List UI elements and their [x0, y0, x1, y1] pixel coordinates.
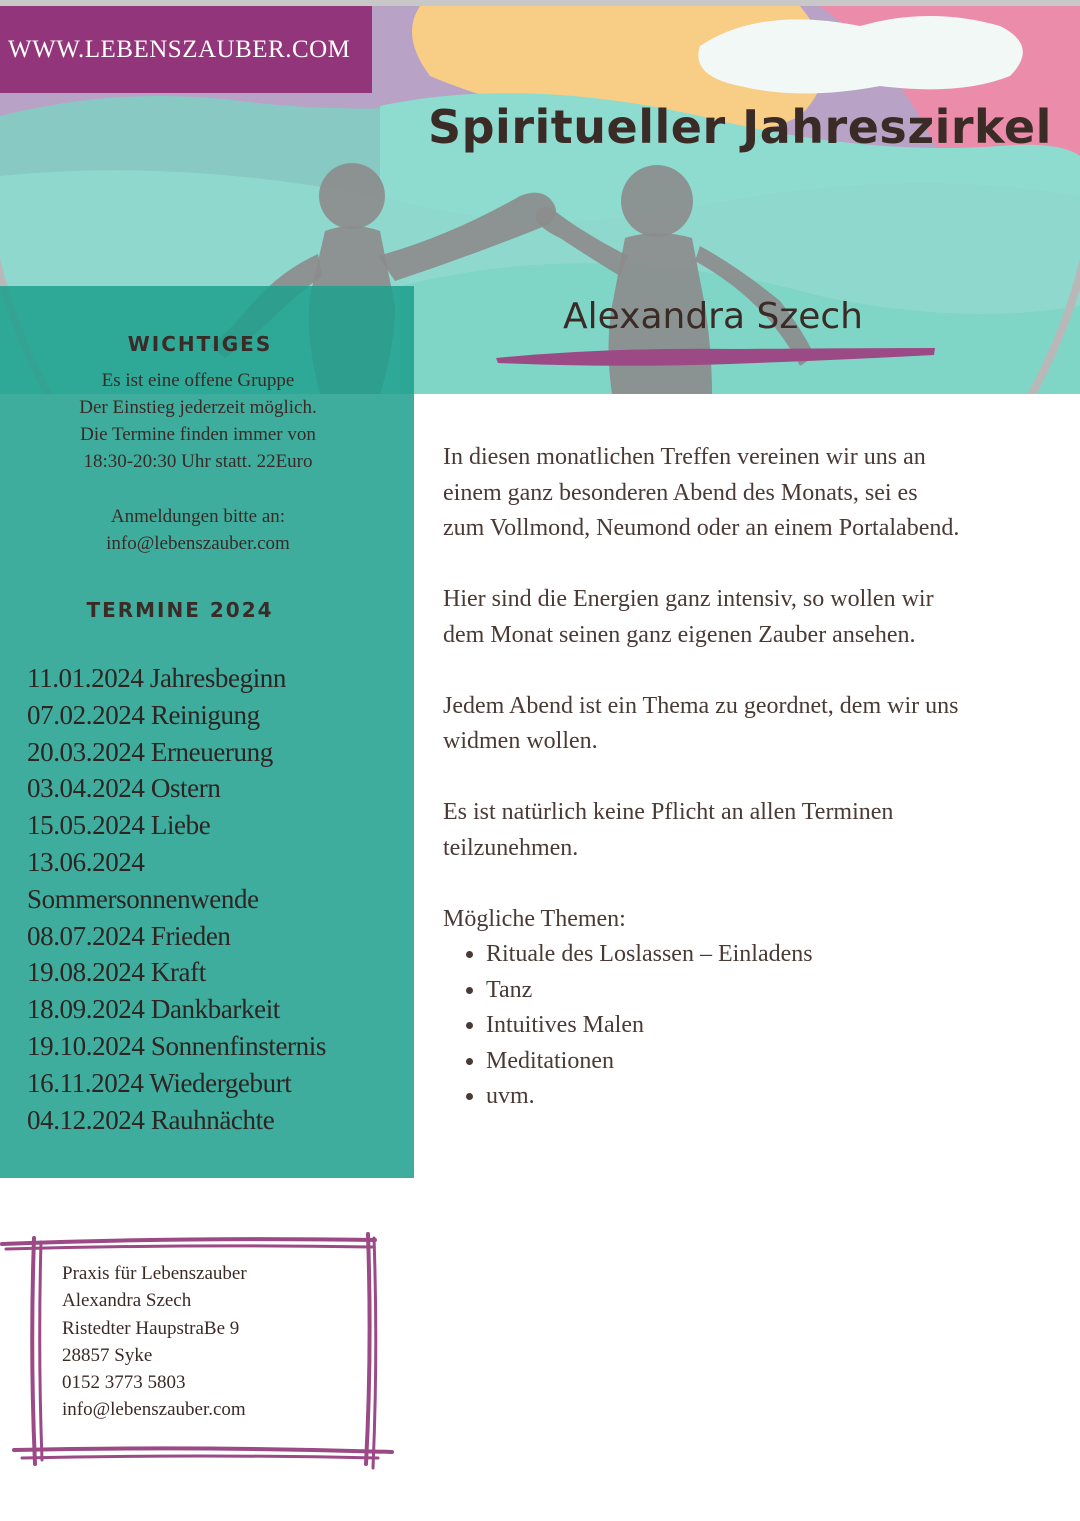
- date-item: 13.06.2024: [27, 846, 145, 877]
- contact-phone[interactable]: 0152 3773 5803: [62, 1372, 186, 1394]
- date-item: 15.05.2024 Liebe: [27, 810, 211, 841]
- paragraph-line: einem ganz besonderen Abend des Monats, sei es: [443, 479, 918, 506]
- paragraph: [443, 795, 1043, 866]
- paragraph: [443, 582, 1043, 653]
- paragraph-line: zum Vollmond, Neumond oder an einem Portalabend.: [443, 515, 960, 541]
- paragraph-line: Jedem Abend ist ein Thema zu geordnet, dem wir uns: [443, 692, 959, 719]
- date-item: 20.03.2024 Erneuerung: [27, 736, 273, 767]
- paragraph-line: widmen wollen.: [443, 728, 598, 754]
- date-item: 07.02.2024 Reinigung: [27, 699, 260, 730]
- paragraph-line: dem Monat seinen ganz eigenen Zauber ansehen.: [443, 621, 916, 648]
- paragraph-line: teilzunehmen.: [443, 834, 579, 861]
- contact-name: Alexandra Szech: [62, 1290, 192, 1312]
- contact-details: [62, 1260, 247, 1424]
- contact-email[interactable]: info@lebenszauber.com: [62, 1399, 246, 1421]
- contact-box: [0, 1232, 400, 1472]
- info-line: 18:30-20:30 Uhr statt. 22Euro: [83, 451, 313, 472]
- theme-item: • Meditationen: [486, 1044, 1043, 1080]
- info-line: Es ist eine offene Gruppe: [101, 370, 295, 391]
- page-title: Spiritueller Jahreszirkel: [428, 100, 1052, 154]
- date-item: 03.04.2024 Ostern: [27, 773, 221, 804]
- paragraph-line: Hier sind die Energien ganz intensiv, so wollen wir: [443, 586, 934, 612]
- brush-stroke-decoration: [490, 338, 940, 374]
- registration-email[interactable]: info@lebenszauber.com: [106, 533, 290, 554]
- paragraph: [443, 689, 1043, 760]
- dates-list: [27, 660, 326, 1138]
- info-line: Die Termine finden immer von: [80, 424, 316, 445]
- themes-list: [443, 937, 1043, 1115]
- author-name: Alexandra Szech: [563, 296, 863, 337]
- paragraph-line: In diesen monatlichen Treffen vereinen wir uns an: [443, 444, 926, 470]
- paragraph-line: Es ist natürlich keine Pflicht an allen Terminen: [443, 799, 894, 825]
- dates-heading: TERMINE 2024: [86, 598, 274, 622]
- date-item: Sommersonnenwende: [27, 883, 259, 914]
- theme-item: • Tanz: [486, 973, 1043, 1009]
- date-item: 08.07.2024 Frieden: [27, 920, 231, 951]
- date-item: 19.10.2024 Sonnenfinsternis: [27, 1030, 326, 1061]
- paragraph: [443, 440, 1043, 547]
- theme-item: • uvm.: [486, 1079, 1043, 1115]
- contact-street: Ristedter HaupstraBe 9: [62, 1317, 240, 1339]
- spacer: [0, 475, 396, 503]
- registration-line: Anmeldungen bitte an:: [110, 506, 286, 527]
- theme-item: • Intuitives Malen: [486, 1008, 1043, 1044]
- important-heading: WICHTIGES: [127, 332, 273, 356]
- info-line: Der Einstieg jederzeit möglich.: [79, 397, 317, 418]
- date-item: 18.09.2024 Dankbarkeit: [27, 994, 280, 1025]
- website-url[interactable]: WWW.LEBENSZAUBER.COM: [8, 35, 351, 63]
- website-banner[interactable]: [0, 6, 372, 93]
- theme-item: • Rituale des Loslassen – Einladens: [486, 937, 1043, 973]
- contact-practice: Praxis für Lebenszauber: [62, 1263, 247, 1284]
- contact-city: 28857 Syke: [62, 1344, 153, 1366]
- important-info: [0, 367, 396, 557]
- date-item: 11.01.2024 Jahresbeginn: [27, 663, 287, 693]
- date-item: 19.08.2024 Kraft: [27, 957, 206, 988]
- date-item: 16.11.2024 Wiedergeburt: [27, 1067, 292, 1098]
- date-item: 04.12.2024 Rauhnächte: [27, 1104, 275, 1135]
- main-content: [443, 440, 1043, 1115]
- themes-label: Mögliche Themen:: [443, 905, 626, 932]
